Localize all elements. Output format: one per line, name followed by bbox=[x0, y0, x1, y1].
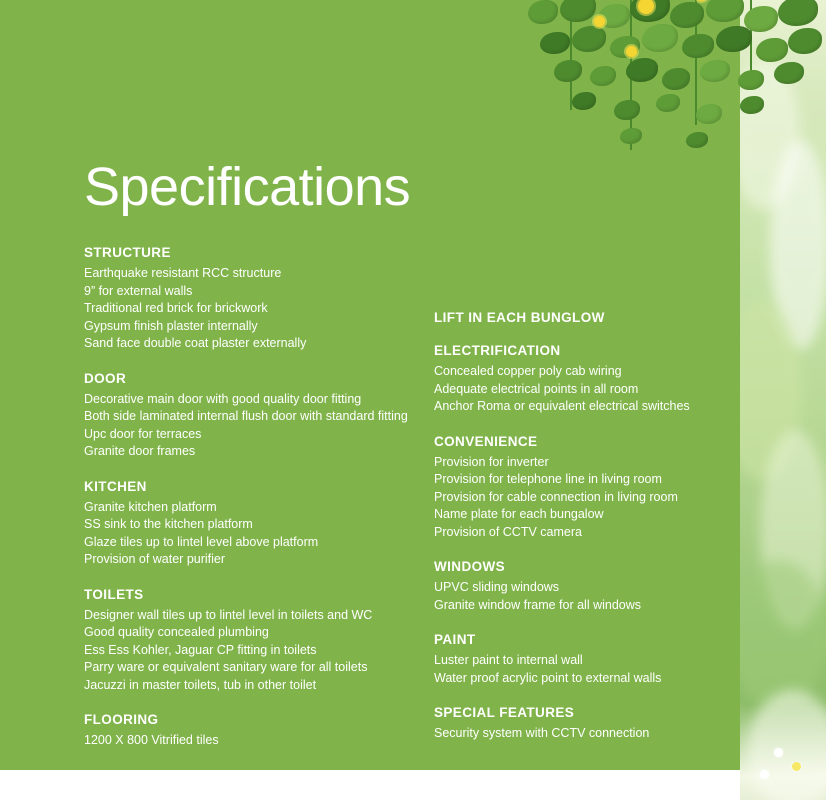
section-toilets bbox=[84, 587, 414, 695]
section-heading: DOOR bbox=[84, 370, 127, 386]
section-heading: ELECTRIFICATION bbox=[434, 343, 561, 358]
section-item: Provision of CCTV camera bbox=[434, 524, 582, 539]
section-item: Granite window frame for all windows bbox=[434, 597, 642, 612]
section-item: Decorative main door with good quality door fitting bbox=[84, 391, 362, 406]
section-item: 1200 X 800 Vitrified tiles bbox=[84, 733, 219, 747]
section-structure bbox=[84, 245, 414, 353]
section-flooring bbox=[84, 712, 414, 750]
page-title: Specifications bbox=[84, 157, 411, 217]
section-item: Both side laminated internal flush door with standard fitting bbox=[84, 409, 408, 423]
section-heading: CONVENIENCE bbox=[434, 433, 538, 449]
section-item: Anchor Roma or equivalent electrical switches bbox=[434, 399, 690, 413]
section-item: Earthquake resistant RCC structure bbox=[84, 266, 282, 280]
section-item: Luster paint to internal wall bbox=[434, 653, 583, 667]
section-item: Provision for telephone line in living room bbox=[434, 472, 662, 486]
section-windows bbox=[434, 559, 734, 614]
section-electrification bbox=[434, 343, 734, 416]
section-item: Good quality concealed plumbing bbox=[84, 625, 269, 639]
section-heading: STRUCTURE bbox=[84, 245, 171, 260]
section-item: Granite kitchen platform bbox=[84, 499, 217, 514]
section-item: Upc door for terraces bbox=[84, 426, 202, 441]
section-item: Gypsum finish plaster internally bbox=[84, 318, 258, 333]
section-door bbox=[84, 371, 414, 461]
section-item: Traditional red brick for brickwork bbox=[84, 301, 268, 315]
section-item: Adequate electrical points in all room bbox=[434, 381, 639, 396]
section-heading: FLOORING bbox=[84, 712, 159, 727]
left-column bbox=[84, 245, 414, 750]
section-item: UPVC sliding windows bbox=[434, 580, 560, 594]
section-item: SS sink to the kitchen platform bbox=[84, 517, 253, 531]
section-item: Sand face double coat plaster externally bbox=[84, 336, 307, 350]
section-convenience bbox=[434, 434, 734, 542]
section-item: Provision for inverter bbox=[434, 454, 549, 469]
section-paint bbox=[434, 632, 734, 687]
section-item: Ess Ess Kohler, Jaguar CP fitting in toilets bbox=[84, 642, 317, 657]
section-kitchen bbox=[84, 479, 414, 569]
section-item: Water proof acrylic point to external walls bbox=[434, 670, 662, 685]
section-heading: SPECIAL FEATURES bbox=[434, 705, 575, 720]
right-column bbox=[434, 310, 734, 743]
section-heading-lift: LIFT IN EACH BUNGLOW bbox=[434, 310, 605, 325]
section-item: Provision for cable connection in living room bbox=[434, 489, 678, 504]
section-item: Glaze tiles up to lintel level above platform bbox=[84, 534, 319, 549]
section-heading: KITCHEN bbox=[84, 478, 147, 494]
section-item: Concealed copper poly cab wiring bbox=[434, 364, 622, 378]
section-item: Parry ware or equivalent sanitary ware for all toilets bbox=[84, 660, 368, 674]
section-item: 9” for external walls bbox=[84, 283, 193, 298]
section-item: Designer wall tiles up to lintel level in toilets and WC bbox=[84, 607, 373, 622]
section-item: Granite door frames bbox=[84, 444, 196, 458]
section-heading: TOILETS bbox=[84, 586, 144, 602]
section-item: Name plate for each bungalow bbox=[434, 507, 604, 521]
section-heading: PAINT bbox=[434, 632, 476, 647]
section-item: Provision of water purifier bbox=[84, 552, 226, 566]
section-special-features bbox=[434, 705, 734, 743]
section-item: Security system with CCTV connection bbox=[434, 726, 650, 740]
section-item: Jacuzzi in master toilets, tub in other toilet bbox=[84, 677, 317, 692]
section-heading: WINDOWS bbox=[434, 559, 506, 574]
